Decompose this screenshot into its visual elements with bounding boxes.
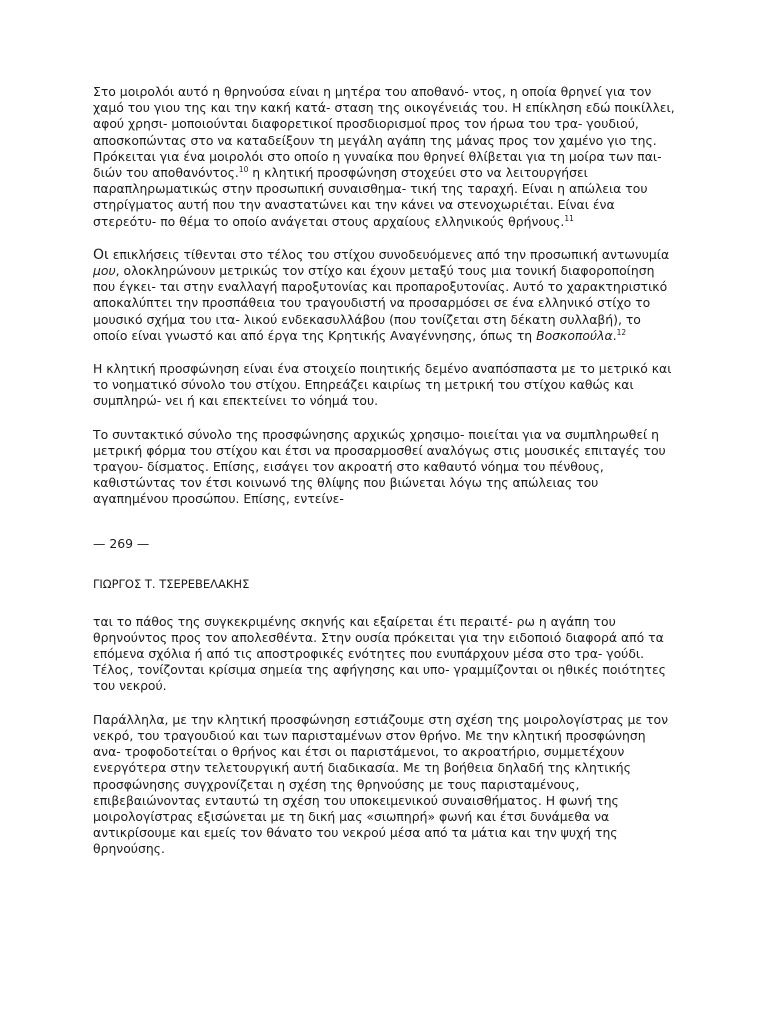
italic-term: Βοσκοπούλα (536, 327, 613, 343)
page-number: — 269 — (93, 535, 150, 551)
text-run: Η κλητική προσφώνηση είναι ένα στοιχείο ποιητικής δεμένο αναπόσπαστα με το μετρικό και το νοηματικό σύνολο του στίχου. Επηρεάζει καιρίως τη μετρική του στίχου καθώς και συμπληρώ- νει ή και επεκτείνει το νόημά του. (93, 361, 672, 409)
paragraph (93, 84, 675, 230)
document-page (93, 84, 675, 875)
text-run: η κλητική προσφώνηση στοχεύει στο να λειτουργήσει παραπληρωματικώς στην προσωπική συναισθημα- τική της ταραχή. Είναι η απώλεια του στηρίγματος αυτή που την αναστατώνει και την κάνει να στενοχωριέται. Είναι ένα στερεότυ- πο θέμα το οποίο ανάγεται στους αρχαίους ελληνικούς θρήνους. (93, 165, 648, 229)
text-run: Παράλληλα, με την κλητική προσφώνηση εστιάζουμε στη σχέση της μοιρολογίστρας με τον νεκρό, του τραγουδιού και των παρισταμένων στον θρήνο. Με την κλητική προσφώνηση ανα- τροφοδοτείται ο θρήνος και έτσι οι παριστάμενοι, το ακροατήριο, συμμετέχουν ενεργότερα στην τελετουργική αυτή διαδικασία. Με τη βοήθεια δηλαδή της κλητικής προσφώνησης συγχρονίζεται η σχέση της θρηνούσης με τους παρισταμένους, επιβεβαιώνοντας ενταυτώ τη σχέση του υποκειμενικού συναισθήματος. Η φωνή της μοιρολογίστρας εξισώνεται με τη δική μας «σιωπηρή» φωνή και έτσι δυνάμεθα να αντικρίσουμε και εμείς τον θάνατο του νεκρού μέσα από τα μάτια και την ψυχή της θρηνούσης. (93, 711, 669, 857)
text-run: ται το πάθος της συγκεκριμένης σκηνής και εξαίρεται έτι περαιτέ- ρω η αγάπη του θρηνούντος προς τον απολεσθέντα. Στην ουσία πρόκειται για την ειδοποιό διαφορά από τα επόμενα σχόλια ή από τις αποστροφικές ενότητες που ενυπάρχουν μέσα στο τρα- γούδι. Τέλος, τονίζονται κρίσιμα σημεία της αφήγησης και υπο- γραμμίζονται οι ηθικές ποιότητες του νεκρού. (93, 613, 666, 694)
text-run: Στο μοιρολόι αυτό η θρηνούσα είναι η μητέρα του αποθανό- ντος, η οποία θρηνεί για τον χαμό του γιου της και την κακή κατά- σταση της οικογένειάς του. Η επίκληση εδώ ποικίλλει, αφού χρησι- μοποιούνται διαφορετικοί προσδιορισμοί προς τον ήρωα του τρα- γουδιού, αποσκοπώντας στο να καταδείξουν τη μεγάλη αγάπη της μάνας προς τον χαμένο γιο της. Πρόκειται για ένα μοιρολόι στο οποίο η γυναίκα που θρηνεί θλίβεται για τη μοίρα των παι- διών του αποθανόντος. (93, 84, 675, 181)
paragraph (93, 614, 675, 695)
footnote-ref: 12 (616, 327, 627, 337)
paragraph (93, 712, 675, 858)
text-run: , ολοκληρώνουν μετρικώς τον στίχο και έχουν μεταξύ τους μια τονική διαφοροποίηση που έγκει- ται στην εναλλαγή παροξυτονίας και προπαροξυτονίας. Αυτό το χαρακτηριστικό αποκαλύπτει την προσπάθεια του τραγουδιστή να προσαρμόσει σε ένα ελληνικό στίχο το μουσικό σχήμα του ιτα- λικού ενδεκασυλλάβου (που τονίζεται στη δέκατη συλλαβή), το οποίο είναι γνωστό και από έργα της Κρητικής Αναγέννησης, όπως τη (93, 263, 668, 343)
text-run: . (612, 327, 617, 343)
text-run: Το συντακτικό σύνολο της προσφώνησης αρχικώς χρησιμο- ποιείται για να συμπληρωθεί η μετρική φόρμα του στίχου και έτσι να προσαρμοσθεί αναλόγως στις μουσικές επιταγές του τραγου- δίσματος. Επίσης, εισάγει τον ακροατή στο καθαυτό νόημα του πένθους, καθιστώντας τον έτσι κοινωνό της θλίψης που βιώνεται λόγω της απώλειας του αγαπημένου προσώπου. Επίσης, εντείνε- (93, 426, 666, 507)
footnote-ref: 10 (238, 165, 249, 175)
body-text-lower (93, 614, 675, 858)
running-head-author: ΓΙΩΡΓΟΣ Τ. ΤΣΕΡΕΒΕΛΑΚΗΣ (93, 576, 250, 591)
paragraph-lead-word: Οι (93, 246, 109, 263)
paragraph (93, 427, 675, 508)
italic-term: μου (93, 263, 116, 279)
footnote-ref: 11 (564, 213, 574, 223)
text-run: επικλήσεις τίθενται στο τέλος του στίχου συνοδευόμενες από την προσωπική αντωνυμία (108, 246, 670, 262)
paragraph (93, 361, 675, 410)
paragraph (93, 247, 675, 344)
body-text-upper (93, 84, 675, 508)
